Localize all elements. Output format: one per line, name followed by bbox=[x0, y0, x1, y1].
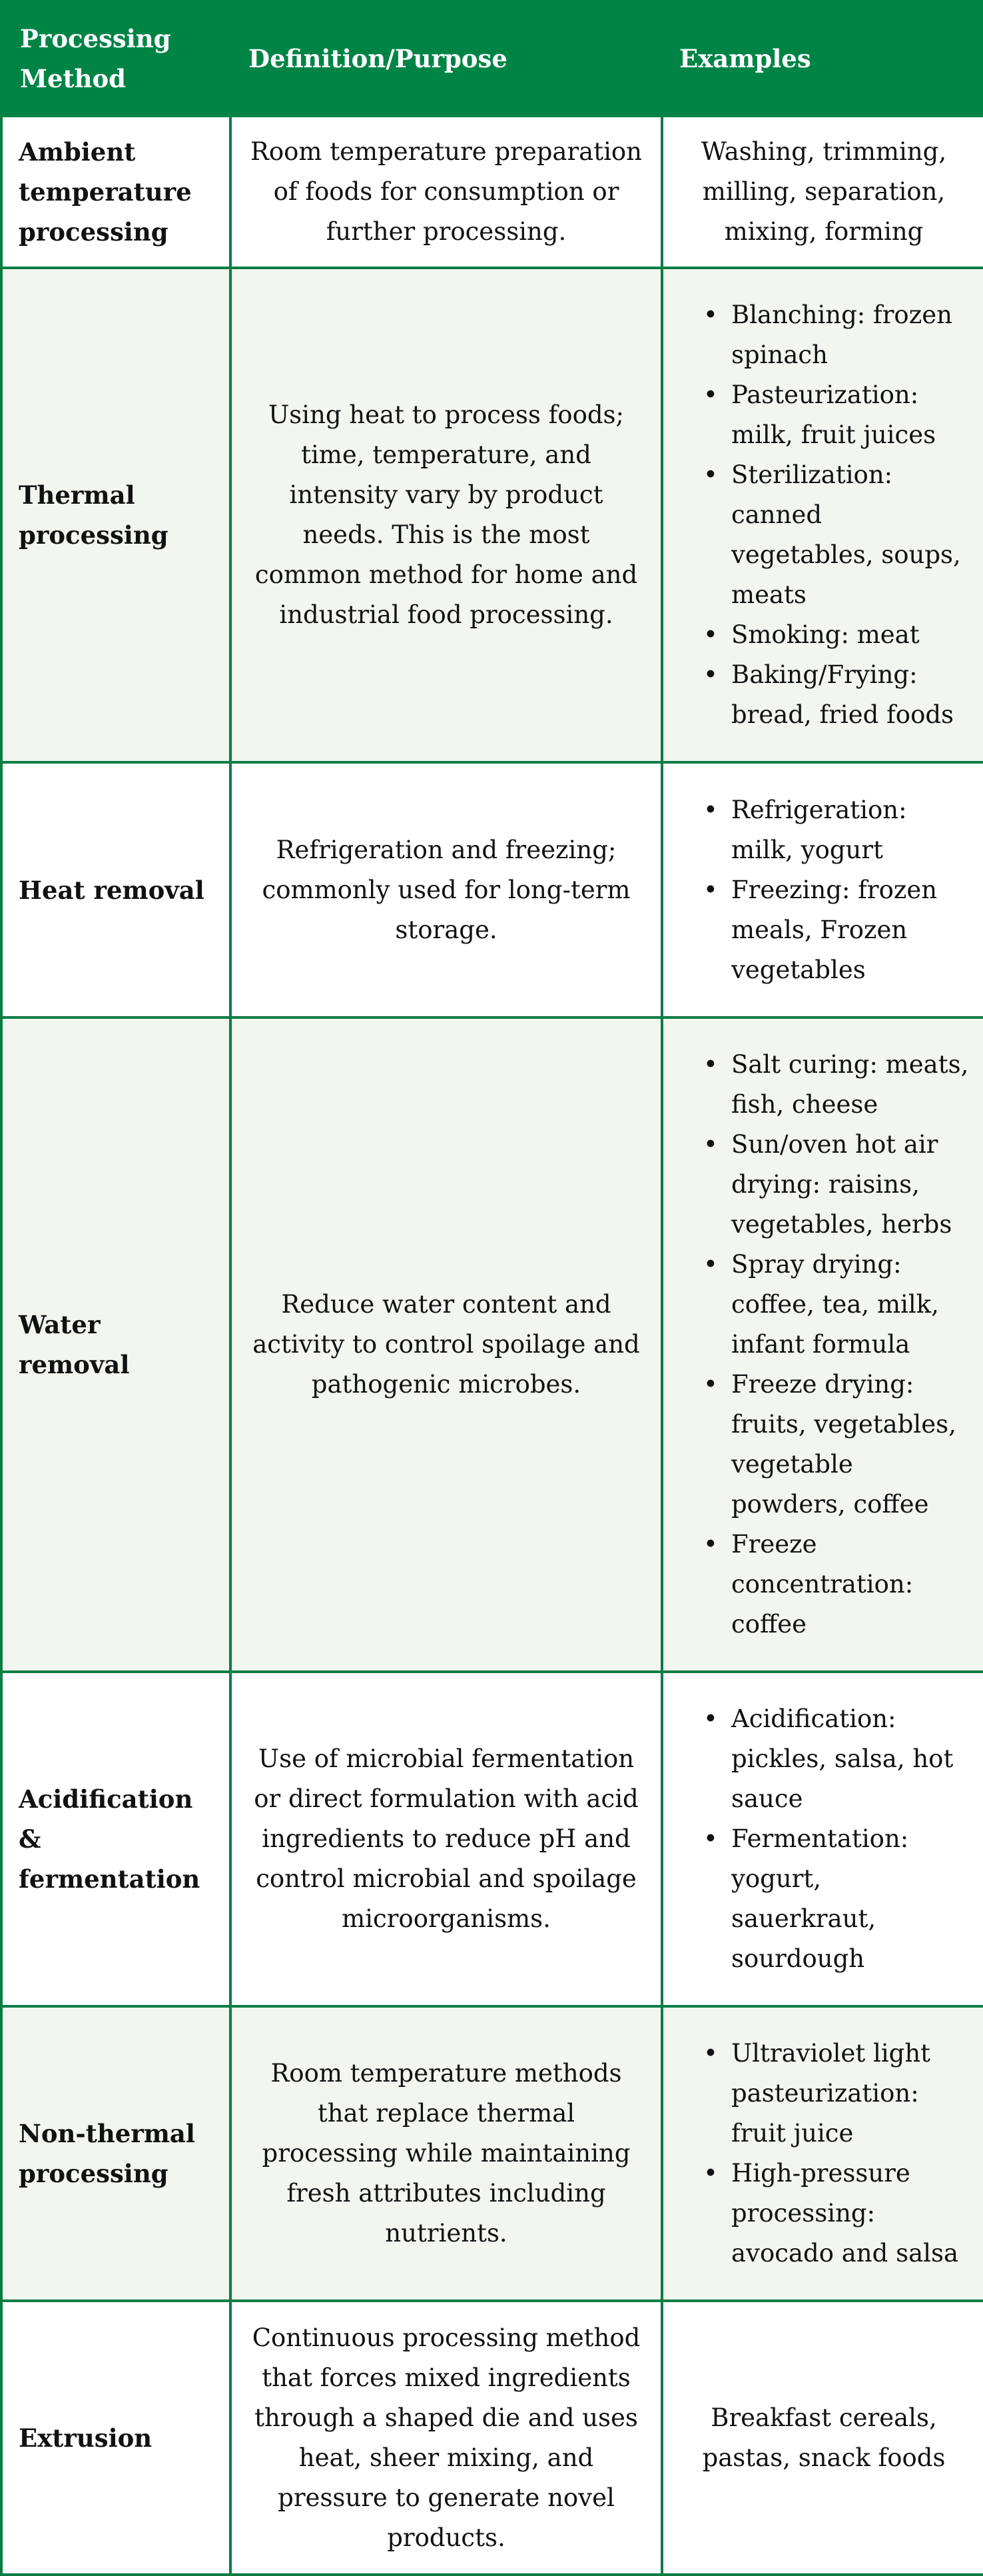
list-item-text: Ultraviolet light pasteurization: fruit juice bbox=[731, 2039, 931, 2148]
list-item-text: High-pressure processing: avocado and salsa bbox=[731, 2159, 959, 2267]
list-item-text: Salt curing: meats, fish, cheese bbox=[731, 1050, 969, 1119]
method-cell: Ambient temperature processing bbox=[1, 116, 230, 268]
examples-list bbox=[677, 1045, 971, 1644]
table-row bbox=[1, 1017, 983, 1672]
list-item-text: Sterilization: canned vegetables, soups, meats bbox=[731, 460, 961, 609]
examples-cell bbox=[662, 2006, 983, 2301]
bullet-icon: • bbox=[703, 2039, 718, 2068]
list-item-text: Pasteurization: milk, fruit juices bbox=[731, 380, 936, 449]
bullet-icon: • bbox=[703, 1704, 718, 1733]
bullet-icon: • bbox=[703, 301, 718, 329]
list-item bbox=[703, 1525, 971, 1644]
bullet-icon: • bbox=[703, 460, 718, 489]
table-header-row bbox=[1, 1, 983, 116]
list-item-text: Acidification: pickles, salsa, hot sauce bbox=[731, 1704, 954, 1813]
list-item-text: Freeze drying: fruits, vegetables, vegetable powders, coffee bbox=[731, 1370, 956, 1519]
examples-cell bbox=[662, 762, 983, 1017]
definition-cell: Continuous processing method that forces mixed ingredients through a shaped die and uses heat, sheer mixing, and pressure to generate novel products. bbox=[230, 2301, 662, 2575]
table-row bbox=[1, 762, 983, 1017]
list-item bbox=[703, 375, 971, 455]
definition-cell: Reduce water content and activity to control spoilage and pathogenic microbes. bbox=[230, 1017, 662, 1672]
bullet-icon: • bbox=[703, 1050, 718, 1079]
table-row bbox=[1, 268, 983, 762]
examples-list bbox=[677, 2034, 971, 2273]
method-cell: Non-thermal processing bbox=[1, 2006, 230, 2301]
list-item bbox=[703, 1365, 971, 1525]
table-row bbox=[1, 2301, 983, 2575]
method-cell: Water removal bbox=[1, 1017, 230, 1672]
examples-cell: Breakfast cereals, pastas, snack foods bbox=[662, 2301, 983, 2575]
list-item bbox=[703, 1699, 971, 1819]
bullet-icon: • bbox=[703, 1250, 718, 1279]
definition-cell: Room temperature methods that replace thermal processing while maintaining fresh attributes including nutrients. bbox=[230, 2006, 662, 2301]
method-cell: Thermal processing bbox=[1, 268, 230, 762]
table-row bbox=[1, 2006, 983, 2301]
list-item bbox=[703, 655, 971, 735]
bullet-icon: • bbox=[703, 660, 718, 689]
list-item-text: Spray drying: coffee, tea, milk, infant formula bbox=[731, 1250, 939, 1359]
bullet-icon: • bbox=[703, 1370, 718, 1399]
bullet-icon: • bbox=[703, 795, 718, 824]
list-item bbox=[703, 1245, 971, 1365]
list-item-text: Freezing: frozen meals, Frozen vegetables bbox=[731, 875, 938, 984]
examples-cell bbox=[662, 268, 983, 762]
examples-cell bbox=[662, 1672, 983, 2006]
definition-cell: Using heat to process foods; time, temperature, and intensity vary by product needs. This is the most common method for home and industrial food processing. bbox=[230, 268, 662, 762]
bullet-icon: • bbox=[703, 2159, 718, 2188]
definition-cell: Use of microbial fermentation or direct formulation with acid ingredients to reduce pH and control microbial and spoilage microorganisms. bbox=[230, 1672, 662, 2006]
list-item-text: Refrigeration: milk, yogurt bbox=[731, 795, 907, 864]
list-item-text: Smoking: meat bbox=[731, 620, 920, 649]
table-row bbox=[1, 116, 983, 268]
list-item-text: Blanching: frozen spinach bbox=[731, 301, 952, 369]
examples-list bbox=[677, 790, 971, 990]
definition-cell: Refrigeration and freezing; commonly used for long-term storage. bbox=[230, 762, 662, 1017]
list-item bbox=[703, 1045, 971, 1125]
bullet-icon: • bbox=[703, 875, 718, 904]
list-item-text: Fermentation: yogurt, sauerkraut, sourdough bbox=[731, 1824, 909, 1973]
definition-cell: Room temperature preparation of foods for consumption or further processing. bbox=[230, 116, 662, 268]
list-item bbox=[703, 790, 971, 870]
examples-cell bbox=[662, 1017, 983, 1672]
bullet-icon: • bbox=[703, 1530, 718, 1559]
list-item-text: Sun/oven hot air drying: raisins, vegetables, herbs bbox=[731, 1130, 952, 1239]
list-item bbox=[703, 615, 971, 655]
column-header-examples: Examples bbox=[662, 1, 983, 116]
list-item bbox=[703, 1819, 971, 1979]
list-item bbox=[703, 2154, 971, 2273]
method-cell: Heat removal bbox=[1, 762, 230, 1017]
list-item-text: Freeze concentration: coffee bbox=[731, 1530, 914, 1638]
list-item bbox=[703, 455, 971, 615]
list-item bbox=[703, 295, 971, 375]
list-item bbox=[703, 870, 971, 990]
table-row bbox=[1, 1672, 983, 2006]
bullet-icon: • bbox=[703, 380, 718, 409]
list-item bbox=[703, 2034, 971, 2154]
method-cell: Extrusion bbox=[1, 2301, 230, 2575]
examples-list bbox=[677, 295, 971, 735]
examples-cell: Washing, trimming, milling, separation, mixing, forming bbox=[662, 116, 983, 268]
list-item bbox=[703, 1125, 971, 1245]
bullet-icon: • bbox=[703, 1130, 718, 1159]
bullet-icon: • bbox=[703, 1824, 718, 1853]
bullet-icon: • bbox=[703, 620, 718, 649]
column-header-processing-method: Processing Method bbox=[1, 1, 230, 116]
column-header-definition: Definition/Purpose bbox=[230, 1, 662, 116]
method-cell: Acidification & fermentation bbox=[1, 1672, 230, 2006]
examples-list bbox=[677, 1699, 971, 1979]
list-item-text: Baking/Frying: bread, fried foods bbox=[731, 660, 954, 729]
